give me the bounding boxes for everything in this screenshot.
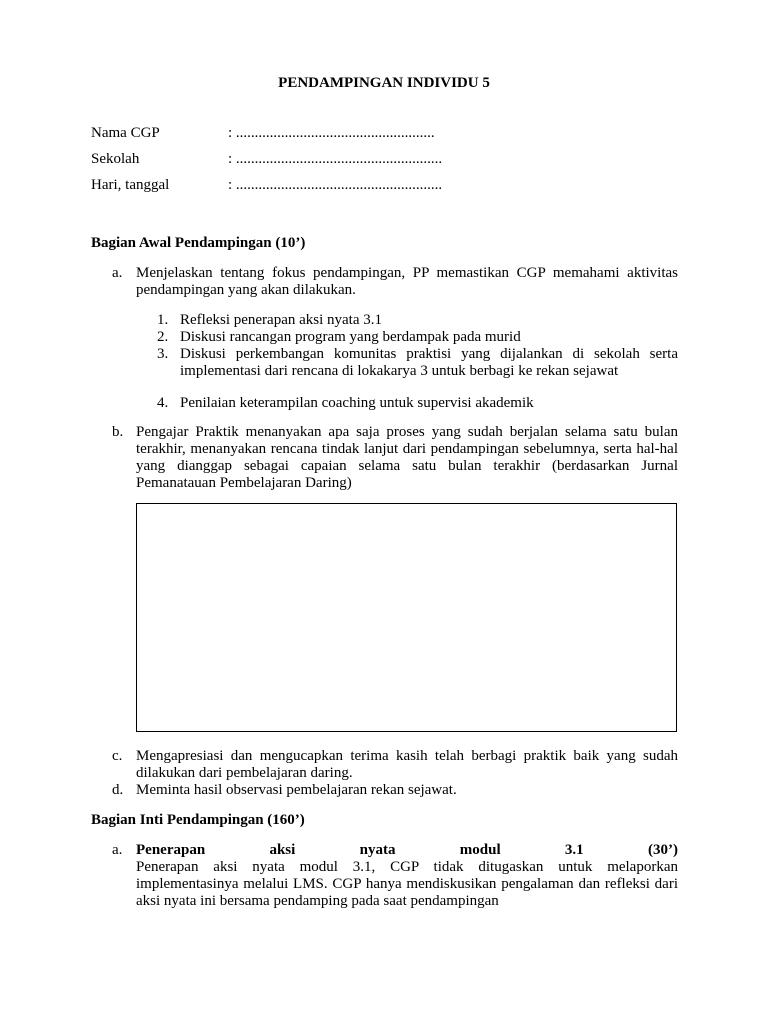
subitem-number: 4.	[157, 395, 169, 411]
item-a-body-text: Penerapan aksi nyata modul 3.1, CGP tidak ditugaskan untuk melaporkan implementasinya melalui LMS. CGP hanya mendiskusikan pengalaman dan refleksi dari aksi nyata ini bersama pendamping pada saat pendampingan	[136, 859, 678, 909]
list-marker-d: d.	[112, 782, 124, 798]
subitem-text: Refleksi penerapan aksi nyata 3.1	[180, 312, 383, 328]
page-title: PENDAMPINGAN INDIVIDU 5	[278, 75, 490, 91]
title-word: modul	[459, 842, 501, 858]
field-value-sekolah: : .......................................................	[228, 151, 443, 167]
field-label-sekolah: Sekolah	[91, 151, 140, 167]
list-marker-a: a.	[112, 842, 123, 858]
item-c-text: Mengapresiasi dan mengucapkan terima kasih telah berbagi praktik baik yang sudah dilakukan dari pembelajaran daring.	[136, 748, 678, 781]
list-marker-b: b.	[112, 424, 124, 440]
section-heading-inti: Bagian Inti Pendampingan (160’)	[91, 812, 305, 828]
field-value-nama-cgp: : .....................................................	[228, 125, 435, 141]
title-word: aksi	[269, 842, 296, 858]
title-word: Penerapan	[136, 842, 206, 858]
item-b-text: Pengajar Praktik menanyakan apa saja proses yang sudah berjalan selama satu bulan terakhir, menanyakan rencana tindak lanjut dari pendampingan sebelumnya, serta hal-hal yang dianggap sebagai capaian selama satu bulan terakhir (berdasarkan Jurnal Pemanatauan Pembelajaran Daring)	[136, 424, 678, 491]
subitem-text: Diskusi perkembangan komunitas praktisi yang dijalankan di sekolah serta implementasi dari rencana di lokakarya 3 untuk berbagi ke rekan sejawat	[180, 346, 678, 379]
field-label-nama-cgp: Nama CGP	[91, 125, 160, 141]
subitem-text: Penilaian keterampilan coaching untuk supervisi akademik	[180, 395, 534, 411]
title-word: 3.1	[564, 842, 584, 858]
subitem-number: 3.	[157, 346, 169, 362]
field-value-hari-tanggal: : .......................................................	[228, 177, 443, 193]
subitem-text: Diskusi rancangan program yang berdampak pada murid	[180, 329, 521, 345]
answer-box[interactable]	[136, 503, 677, 732]
title-word: (30’)	[647, 842, 678, 858]
item-d-text: Meminta hasil observasi pembelajaran rekan sejawat.	[136, 782, 457, 798]
item-a-text: Menjelaskan tentang fokus pendampingan, PP memastikan CGP memahami aktivitas pendampingan yang akan dilakukan.	[136, 265, 678, 298]
subitem-number: 1.	[157, 312, 169, 328]
item-a-title	[136, 842, 678, 859]
section-heading-awal: Bagian Awal Pendampingan (10’)	[91, 235, 306, 251]
list-marker-c: c.	[112, 748, 123, 764]
field-label-hari-tanggal: Hari, tanggal	[91, 177, 170, 193]
list-marker-a: a.	[112, 265, 123, 281]
subitem-number: 2.	[157, 329, 169, 345]
title-word: nyata	[359, 842, 396, 858]
